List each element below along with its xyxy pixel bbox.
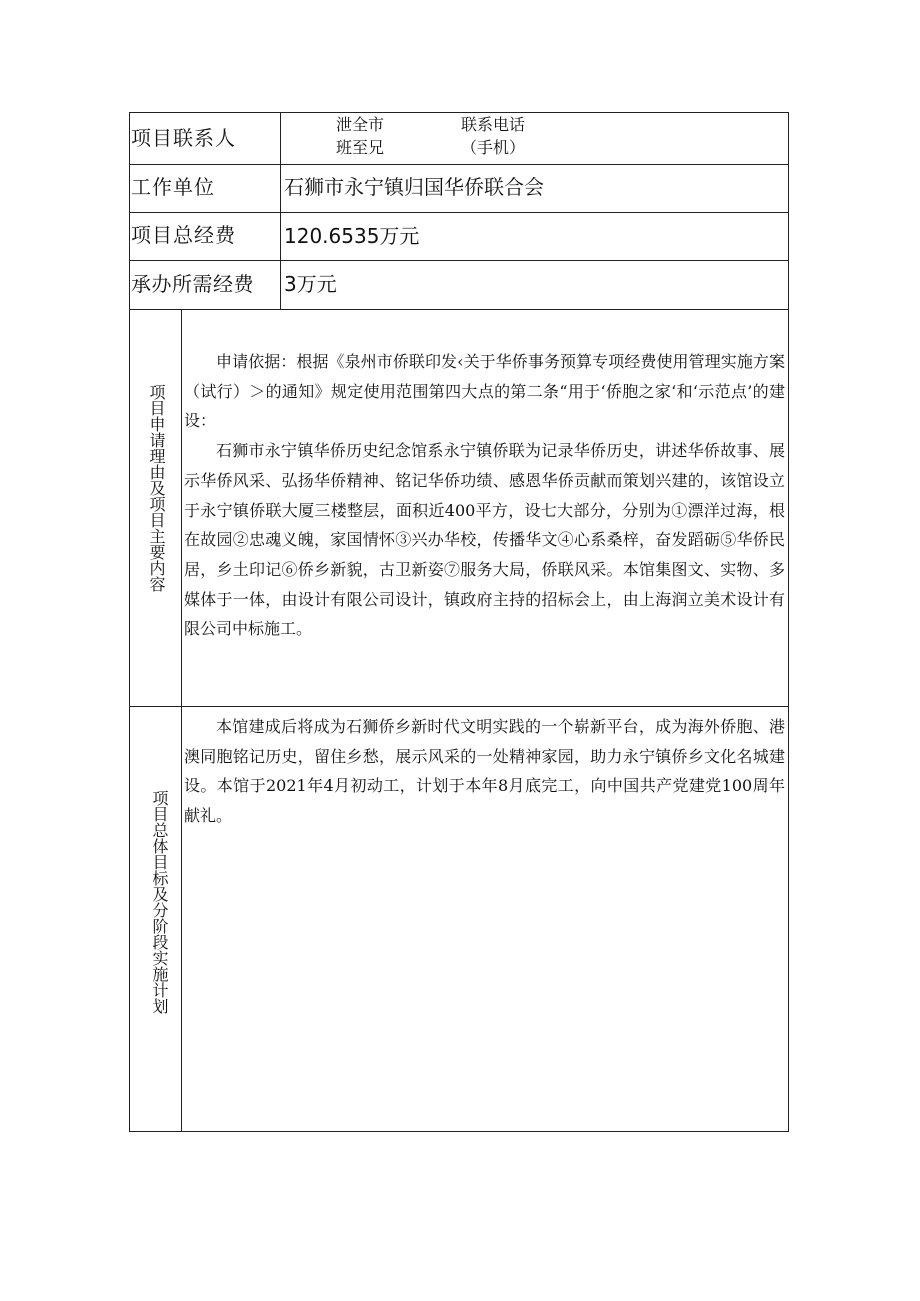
contact-label: 项目联系人 xyxy=(131,126,236,150)
application-basis-paragraph: 申请依据：根据《泉州市侨联印发‹关于华侨事务预算专项经费使用管理实施方案（试行）＞的通知》规定使用范围第四大点的第二条“用于‘侨胞之家‘和‘示范点’的建设： xyxy=(184,352,785,431)
table-border-bottom xyxy=(129,1131,789,1132)
overall-goal-paragraph: 本馆建成后将成为石狮侨乡新时代文明实践的一个崭新平台，成为海外侨胞、港澳同胞铭记历史，留住乡愁，展示风采的一处精神家园，助力永宁镇侨乡文化名城建设。本馆于2021年4月初动工，计划于本年8月底完工，向中国共产党建党100周年献礼。 xyxy=(184,717,785,826)
required-budget-value: 3万元 xyxy=(284,272,337,296)
label-column-divider xyxy=(181,309,182,1132)
table-border-right xyxy=(788,112,789,1132)
phone-label-line1: 联系电话 xyxy=(461,115,526,134)
phone-label-line2: （手机） xyxy=(461,138,526,157)
label-column-divider xyxy=(280,112,281,309)
row-divider xyxy=(129,706,789,707)
table-border-top xyxy=(129,112,789,113)
application-reason-label: 项目申请理由及项目主要内容 xyxy=(147,384,166,592)
row-divider xyxy=(129,260,789,261)
row-divider xyxy=(129,212,789,213)
overall-goal-label: 项目总体目标及分阶段实施计划 xyxy=(150,790,169,1014)
application-reason-content xyxy=(184,347,785,644)
work-unit-label: 工作单位 xyxy=(131,175,215,199)
total-budget-value: 120.6535万元 xyxy=(284,224,420,248)
contact-name-line2: 班至兄 xyxy=(336,138,385,157)
total-budget-label: 项目总经费 xyxy=(131,223,236,247)
work-unit-value: 石狮市永宁镇归国华侨联合会 xyxy=(284,175,544,199)
museum-description-paragraph: 石狮市永宁镇华侨历史纪念馆系永宁镇侨联为记录华侨历史，讲述华侨故事、展示华侨风采、弘扬华侨精神、铭记华侨功绩、感恩华侨贡献而策划兴建的，该馆设立于永宁镇侨联大厦三楼整层，面积近400平方，设七大部分，分别为①漂洋过海，根在故园②忠魂义魄，家国情怀③兴办华校，传播华文④心系桑梓，奋发蹈砺⑤华侨民居，乡土印记⑥侨乡新貌，古卫新姿⑦服务大局，侨联风采。本馆集图文、实物、多媒体于一体，由设计有限公司设计，镇政府主持的招标会上，由上海润立美术设计有限公司中标施工。 xyxy=(184,441,785,639)
row-divider xyxy=(129,164,789,165)
contact-name-line1: 泄全市 xyxy=(336,115,385,134)
table-border-left xyxy=(129,112,130,1132)
row-divider xyxy=(129,309,789,310)
required-budget-label: 承办所需经费 xyxy=(131,272,254,296)
